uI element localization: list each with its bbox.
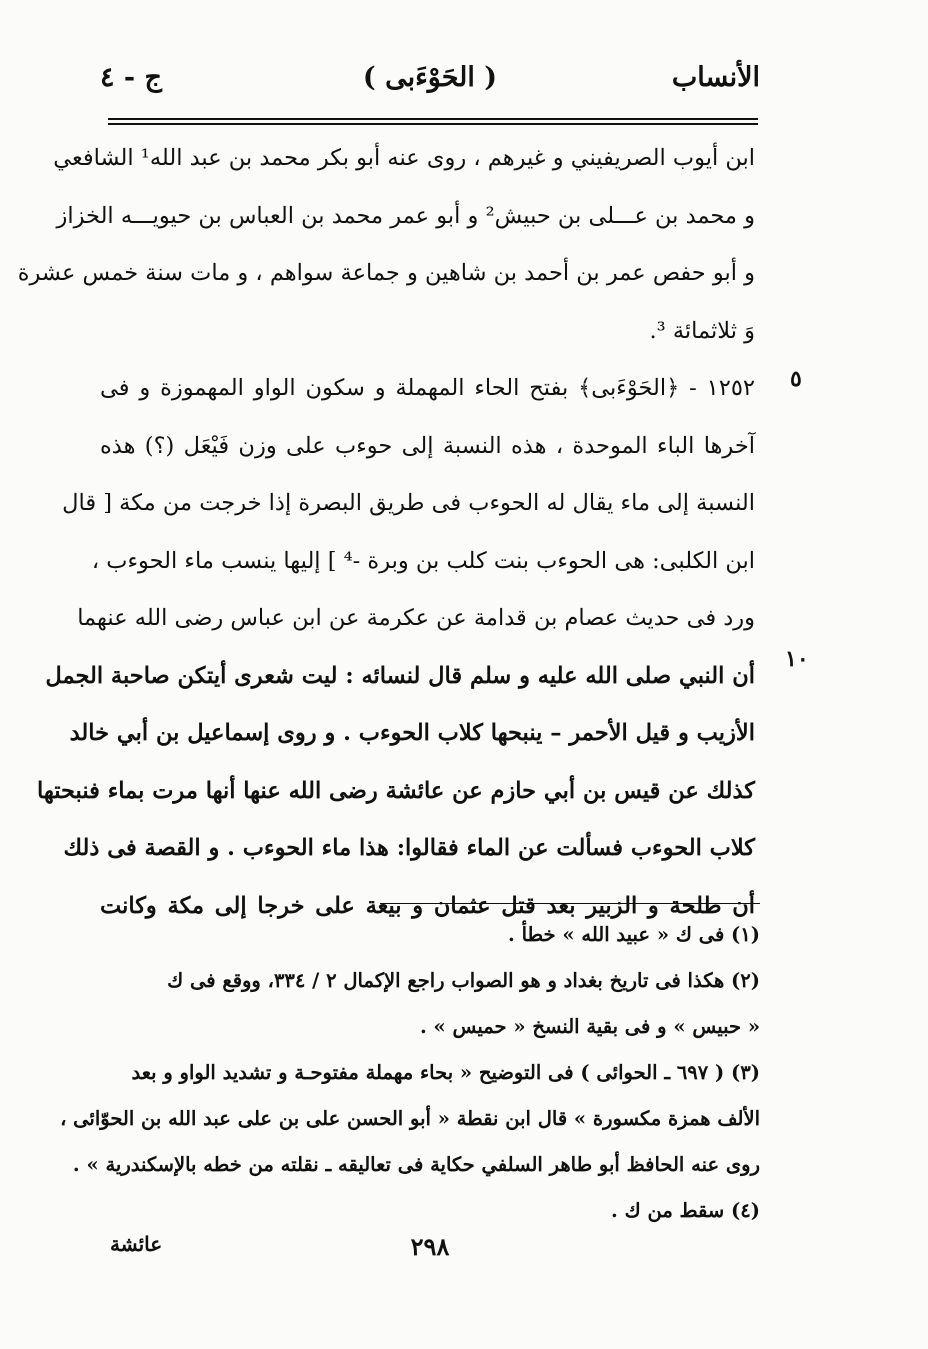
footnote-separator — [380, 903, 760, 904]
footnote: (٤) سقط من ك . — [611, 1199, 760, 1222]
entry-heading-line: ١٢٥٢ - ﴿الحَوْءَبى﴾ بفتح الحاء المهملة و سكون الواو المهموزة و فى — [100, 375, 755, 401]
main-text — [17, 130, 755, 935]
header-rule-top — [108, 118, 758, 120]
running-header — [100, 62, 760, 110]
footnote: (٢) هكذا فى تاريخ بغداد و هو الصواب راجع الإكمال ٢ / ٣٣٤، ووقع فى ك — [167, 969, 760, 992]
text-line: النسبة إلى ماء يقال له الحوءب فى طريق البصرة إذا خرجت من مكة [ قال — [62, 490, 755, 516]
text-line: أن طلحة و الزبير بعد قتل عثمان و بيعة على خرجا إلى مكة وكانت — [100, 892, 755, 919]
volume-number: ج - ٤ — [100, 62, 162, 93]
page-footer — [100, 1232, 760, 1272]
text-line: أن النبي صلى الله عليه و سلم قال لنسائه : ليت شعرى أيتكن صاحبة الجمل — [45, 662, 755, 689]
margin-line-number-5: ٥ — [790, 366, 802, 392]
text-line: ابن الكلبى: هى الحوءب بنت كلب بن وبرة -⁴ ] إليها ينسب ماء الحوءب ، — [91, 547, 755, 574]
footnote-continuation: الألف همزة مكسورة » قال ابن نقطة « أبو الحسن على بن على عبد الله بن الحوّائى ، — [60, 1107, 760, 1130]
text-line: آخرها الباء الموحدة ، هذه النسبة إلى حوءب على وزن فَيْعَل (؟) هذه — [100, 432, 755, 459]
header-rule-bottom — [108, 123, 758, 125]
margin-line-number-10: ١٠ — [785, 646, 809, 672]
text-line: و أبو حفص عمر بن أحمد بن شاهين و جماعة سواهم ، و مات سنة خمس عشرة — [17, 260, 755, 286]
footnote: (١) فى ك « عبيد الله » خطأ . — [508, 923, 760, 946]
footnotes — [60, 912, 760, 1234]
page-number: ٢٩٨ — [410, 1232, 450, 1261]
text-line: وَ ثلاثمائة ³. — [649, 317, 755, 344]
text-line: ابن أيوب الصريفيني و غيرهم ، روى عنه أبو بكر محمد بن عبد الله¹ الشافعي — [53, 145, 755, 171]
book-title: الأنساب — [671, 62, 760, 93]
signature-mark: عائشة — [110, 1232, 163, 1256]
text-line: ورد فى حديث عصام بن قدامة عن عكرمة عن ابن عباس رضى الله عنهما — [77, 605, 755, 631]
text-line: و محمد بن عـــلى بن حبيش² و أبو عمر محمد بن العباس بن حيويـــه الخزاز — [56, 202, 755, 229]
text-line: كذلك عن قيس بن أبي حازم عن عائشة رضى الله عنها أنها مرت بماء فنبحتها — [37, 777, 755, 804]
footnote-continuation: روى عنه الحافظ أبو طاهر السلفي حكاية فى تعاليقه ـ نقلته من خطه بالإسكندرية » . — [72, 1153, 760, 1176]
footnote: (٣) ( ٦٩٧ ـ الحوائى ) فى التوضيح « بحاء مهملة مفتوحـة و تشديد الواو و بعد — [131, 1061, 760, 1084]
text-line: الأزيب و قيل الأحمر – ينبحها كلاب الحوءب . و روى إسماعيل بن أبي خالد — [69, 720, 755, 746]
entry-title: ( الحَوْءَبى ) — [362, 62, 498, 93]
text-line: كلاب الحوءب فسألت عن الماء فقالوا: هذا ماء الحوءب . و القصة فى ذلك — [63, 835, 755, 861]
footnote-continuation: « حبيس » و فى بقية النسخ « حميس » . — [419, 1015, 760, 1038]
